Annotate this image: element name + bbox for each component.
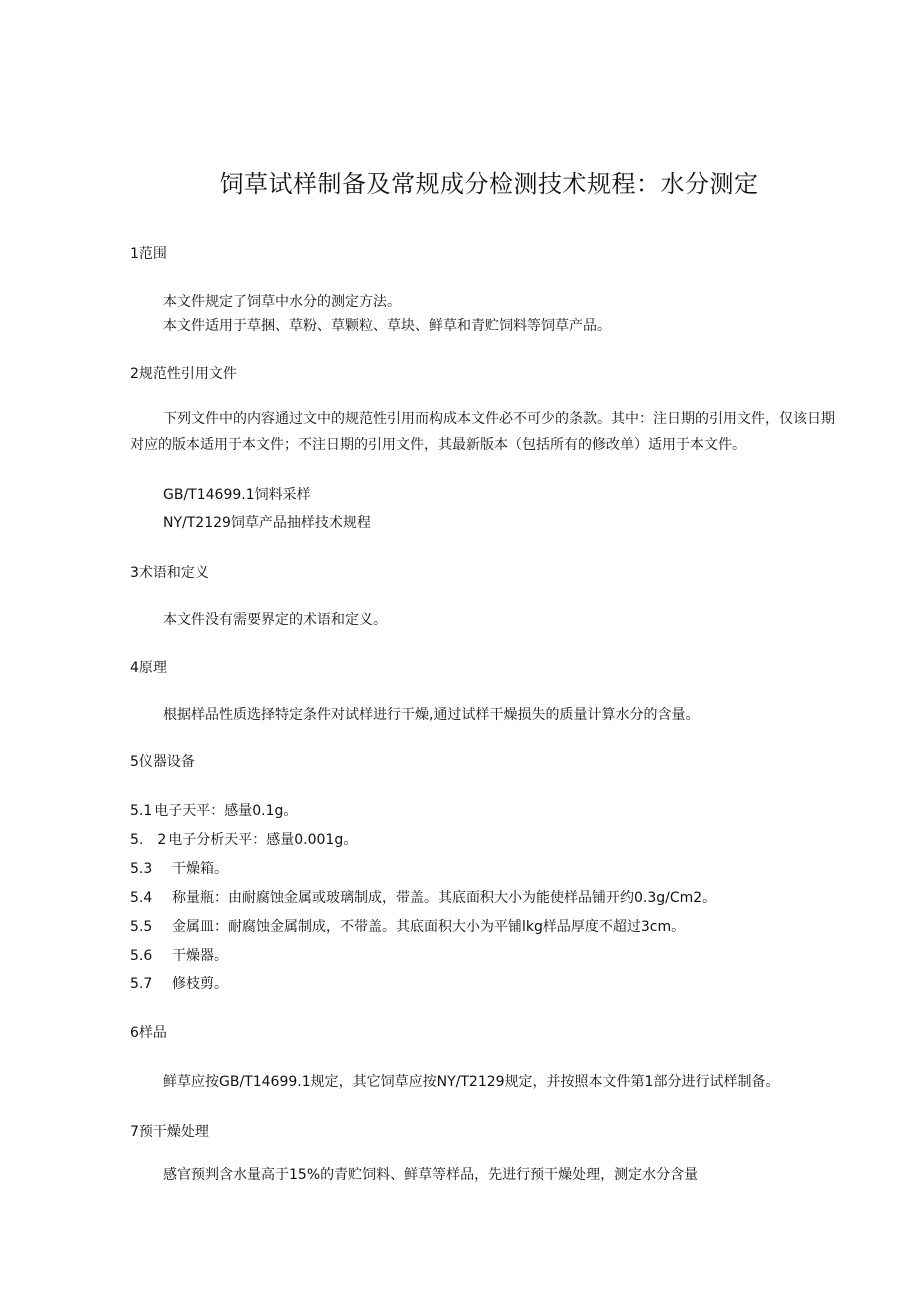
equipment-item bbox=[130, 946, 228, 966]
equipment-item bbox=[130, 974, 228, 994]
equipment-item-number: 5.7 bbox=[130, 976, 153, 992]
principle-line: 根据样品性质选择特定条件对试样进行干燥,通过试样干燥损失的质量计算水分的含量。 bbox=[163, 707, 700, 723]
samples-line: 鲜草应按GB/T14699.1规定，其它饲草应按NY/T2129规定，并按照本文件第1部分进行试样制备。 bbox=[163, 1074, 780, 1090]
equipment-item-text: 电子天平：感量0.1g。 bbox=[154, 803, 298, 819]
equipment-item-number: 5.5 bbox=[130, 919, 153, 935]
section-heading-normative-references: 2规范性引用文件 bbox=[130, 366, 237, 382]
equipment-item-number: 5. 2 bbox=[130, 832, 167, 848]
scope-line: 本文件适用于草捆、草粉、草颗粒、草块、鲜草和青贮饲料等饲草产品。 bbox=[163, 318, 611, 334]
terms-line: 本文件没有需要界定的术语和定义。 bbox=[163, 612, 387, 628]
section-heading-principle: 4原理 bbox=[130, 660, 167, 676]
section-heading-equipment: 5仪器设备 bbox=[130, 754, 195, 770]
equipment-item-text: 干燥器。 bbox=[172, 948, 228, 964]
section-heading-scope: 1范围 bbox=[130, 246, 167, 262]
reference-item: NY/T2129饲草产品抽样技术规程 bbox=[163, 515, 371, 531]
equipment-item bbox=[130, 801, 297, 821]
equipment-item-number: 5.1 bbox=[130, 803, 153, 819]
normative-references-paragraph: 下列文件中的内容通过文中的规范性引用而构成本文件必不可少的条款。其中：注日期的引用文件，仅该日期对应的版本适用于本文件；不注日期的引用文件，其最新版本（包括所有的修改单）适用于本文件。 bbox=[130, 411, 835, 453]
equipment-item-number: 5.3 bbox=[130, 861, 153, 877]
equipment-item-text: 金属皿：耐腐蚀金属制成，不带盖。其底面积大小为平铺lkg样品厚度不超过3cm。 bbox=[172, 919, 686, 935]
section-heading-samples: 6样品 bbox=[130, 1025, 167, 1041]
document-title: 饲草试样制备及常规成分检测技术规程：水分测定 bbox=[219, 170, 759, 198]
pre-drying-line: 感官预判含水量高于15%的青贮饲料、鲜草等样品，先进行预干燥处理，测定水分含量 bbox=[163, 1167, 699, 1183]
equipment-item bbox=[130, 830, 357, 850]
equipment-item bbox=[130, 859, 228, 879]
equipment-item bbox=[130, 917, 685, 937]
equipment-item-text: 称量瓶：由耐腐蚀金属或玻璃制成，带盖。其底面积大小为能使样品铺开约0.3g/Cm2。 bbox=[172, 890, 717, 906]
equipment-item-number: 5.6 bbox=[130, 948, 153, 964]
scope-line: 本文件规定了饲草中水分的测定方法。 bbox=[163, 294, 401, 310]
equipment-item-text: 电子分析天平：感量0.001g。 bbox=[168, 832, 358, 848]
section-heading-pre-drying: 7预干燥处理 bbox=[130, 1124, 209, 1140]
equipment-item-text: 干燥箱。 bbox=[172, 861, 228, 877]
section-heading-terms: 3术语和定义 bbox=[130, 565, 209, 581]
equipment-item bbox=[130, 888, 716, 908]
equipment-item-text: 修枝剪。 bbox=[172, 976, 228, 992]
reference-item: GB/T14699.1饲料采样 bbox=[163, 487, 311, 503]
equipment-item-number: 5.4 bbox=[130, 890, 153, 906]
